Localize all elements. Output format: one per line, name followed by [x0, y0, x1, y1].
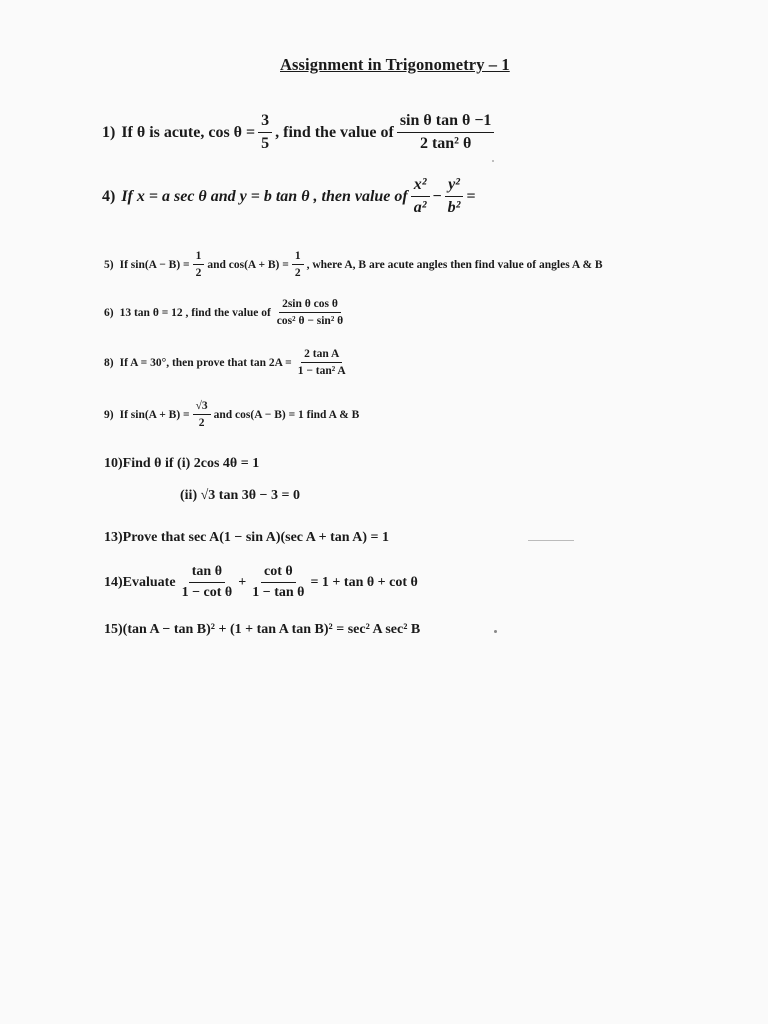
denominator: cos² θ − sin² θ: [276, 315, 344, 327]
question-text: Evaluate: [122, 574, 176, 590]
question-number: 8): [104, 356, 114, 369]
question-10-part-ii: [180, 488, 300, 504]
fraction: [258, 112, 272, 153]
scan-mark: [528, 540, 574, 541]
fraction: [445, 176, 464, 217]
question-number: 9): [104, 408, 114, 421]
question-1: [102, 112, 497, 153]
denominator: 2: [195, 267, 202, 279]
question-text: If sin(A − B) =: [119, 258, 190, 271]
fraction: [249, 564, 307, 601]
question-text: If x = a sec θ and y = b tan θ , then value of: [121, 187, 408, 205]
operator: +: [238, 574, 247, 590]
question-text: Find θ if (i) 2cos 4θ = 1: [122, 456, 260, 471]
question-text: If A = 30°, then prove that tan 2A =: [119, 356, 292, 369]
numerator: 2 tan A: [301, 348, 342, 363]
question-text: If θ is acute, cos θ =: [121, 123, 256, 141]
numerator: y²: [445, 176, 463, 197]
numerator: 1: [193, 250, 205, 265]
numerator: 1: [292, 250, 304, 265]
numerator: cot θ: [261, 564, 296, 583]
numerator: tan θ: [189, 564, 225, 583]
question-5: [104, 250, 603, 279]
fraction: [292, 250, 304, 279]
operator: −: [432, 187, 442, 205]
denominator: 2: [294, 267, 301, 279]
question-number: 14): [104, 574, 123, 590]
question-number: 6): [104, 306, 114, 319]
question-text: (ii) √3 tan 3θ − 3 = 0: [180, 488, 300, 503]
question-number: 10): [104, 456, 123, 471]
fraction: [397, 112, 495, 153]
operator: =: [466, 187, 476, 205]
fraction: [179, 564, 236, 601]
fraction: [193, 400, 211, 429]
denominator: 1 − tan θ: [252, 585, 305, 600]
fraction: [411, 176, 430, 217]
denominator: 2: [198, 417, 205, 429]
denominator: 5: [261, 135, 270, 152]
question-text: 13 tan θ = 12 , find the value of: [119, 306, 271, 319]
assignment-title: Assignment in Trigonometry – 1: [280, 55, 510, 74]
denominator: 1 − cot θ: [181, 585, 233, 600]
question-text: = 1 + tan θ + cot θ: [310, 574, 418, 590]
question-text: Prove that sec A(1 − sin A)(sec A + tan A) = 1: [122, 530, 389, 545]
question-text: (tan A − tan B)² + (1 + tan A tan B)² = sec² A sec² B: [122, 622, 421, 637]
question-text: and cos(A + B) =: [207, 258, 289, 271]
question-number: 13): [104, 530, 123, 545]
numerator: 3: [258, 112, 272, 133]
question-text: If sin(A + B) =: [119, 408, 190, 421]
question-14: [104, 564, 418, 601]
question-text: , find the value of: [275, 123, 394, 141]
scan-speck: [492, 160, 494, 162]
scan-speck: [494, 630, 497, 633]
question-number: 4): [102, 187, 116, 205]
fraction: [193, 250, 205, 279]
question-6: [104, 298, 349, 327]
denominator: 1 − tan² A: [297, 365, 346, 377]
question-number: 15): [104, 622, 123, 637]
question-13: [104, 530, 389, 546]
fraction: [274, 298, 346, 327]
denominator: b²: [447, 199, 461, 216]
numerator: √3: [193, 400, 211, 415]
numerator: 2sin θ cos θ: [279, 298, 341, 313]
question-8: [104, 348, 352, 377]
numerator: sin θ tan θ −1: [397, 112, 495, 133]
question-10: [104, 456, 259, 472]
question-text: , where A, B are acute angles then find value of angles A & B: [306, 258, 603, 271]
question-15: [104, 622, 420, 638]
question-text: and cos(A − B) = 1 find A & B: [213, 408, 360, 421]
question-4: [102, 176, 476, 217]
question-9: [104, 400, 359, 429]
denominator: 2 tan² θ: [419, 135, 472, 152]
denominator: a²: [413, 199, 427, 216]
numerator: x²: [411, 176, 430, 197]
fraction: [295, 348, 349, 377]
question-number: 5): [104, 258, 114, 271]
question-number: 1): [102, 123, 116, 141]
